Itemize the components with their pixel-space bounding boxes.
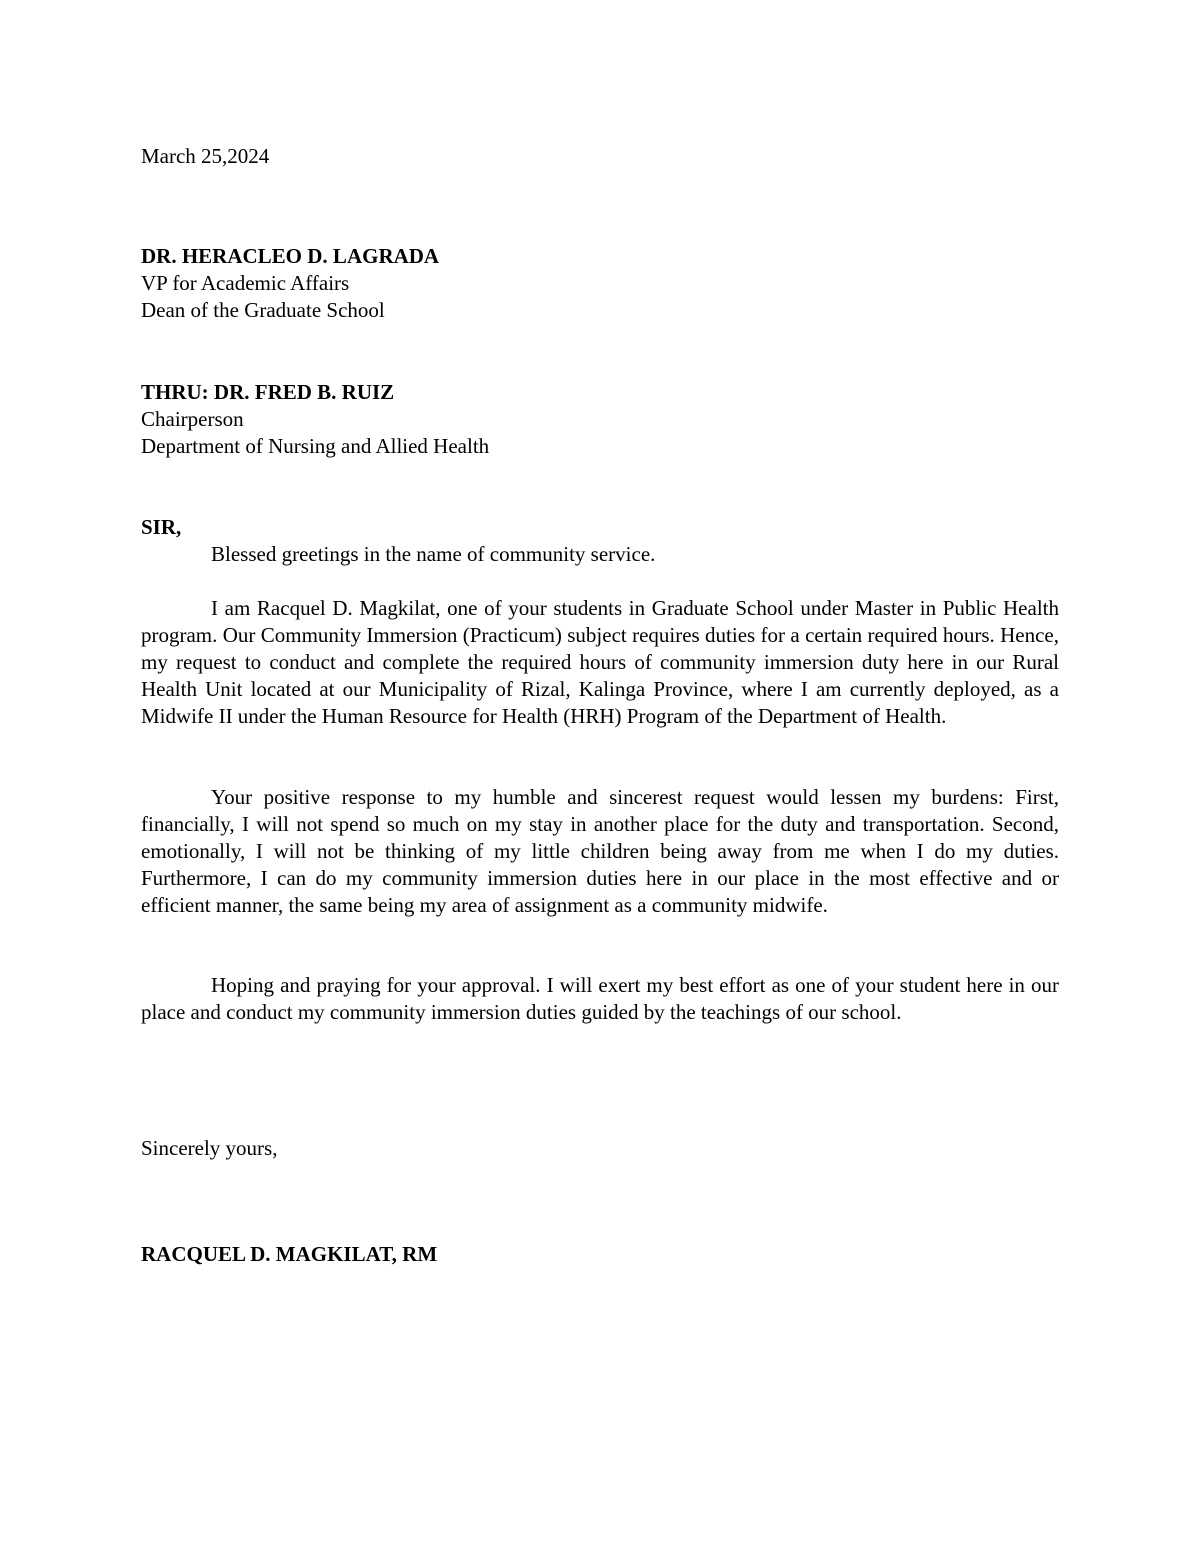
greeting: Blessed greetings in the name of community service. bbox=[211, 542, 656, 566]
addressee-title-2: Dean of the Graduate School bbox=[141, 298, 385, 322]
closing: Sincerely yours, bbox=[141, 1136, 278, 1160]
signature-block bbox=[141, 1241, 1059, 1268]
closing-block bbox=[141, 1135, 1059, 1162]
thru-title-1: Chairperson bbox=[141, 407, 244, 431]
date-text: March 25,2024 bbox=[141, 144, 270, 168]
body-paragraph-3: Hoping and praying for your approval. I will exert my best effort as one of your student here in our place and conduct my community immersion duties guided by the teachings of our school. bbox=[141, 973, 1059, 1024]
letter-date bbox=[141, 143, 1059, 170]
addressee-block bbox=[141, 243, 1059, 324]
body-paragraph-1: I am Racquel D. Magkilat, one of your students in Graduate School under Master in Public Health program. Our Community Immersion (Practicum) subject requires duties for a certain required hours. Hence, my request to conduct and complete the required hours of community immersion duty here in our Rural Health Unit located at our Municipality of Rizal, Kalinga Province, where I am currently deployed, as a Midwife II under the Human Resource for Health (HRH) Program of the Department of Health. bbox=[141, 596, 1059, 728]
thru-name: THRU: DR. FRED B. RUIZ bbox=[141, 380, 395, 404]
salutation-block bbox=[141, 514, 1059, 568]
addressee-name: DR. HERACLEO D. LAGRADA bbox=[141, 244, 440, 268]
thru-title-2: Department of Nursing and Allied Health bbox=[141, 434, 490, 458]
addressee-title-1: VP for Academic Affairs bbox=[141, 271, 350, 295]
thru-block bbox=[141, 379, 1059, 460]
salutation: SIR, bbox=[141, 515, 182, 539]
body-paragraph-2: Your positive response to my humble and sincerest request would lessen my burdens: First, financially, I will not spend so much on my stay in another place for the duty and transportation. Second, emotionally, I will not be thinking of my little children being away from me when I do my duties. Furthermore, I can do my community immersion duties here in our place in the most effective and or efficient manner, the same being my area of assignment as a community midwife. bbox=[141, 785, 1059, 917]
signatory-name: RACQUEL D. MAGKILAT, RM bbox=[141, 1242, 438, 1266]
